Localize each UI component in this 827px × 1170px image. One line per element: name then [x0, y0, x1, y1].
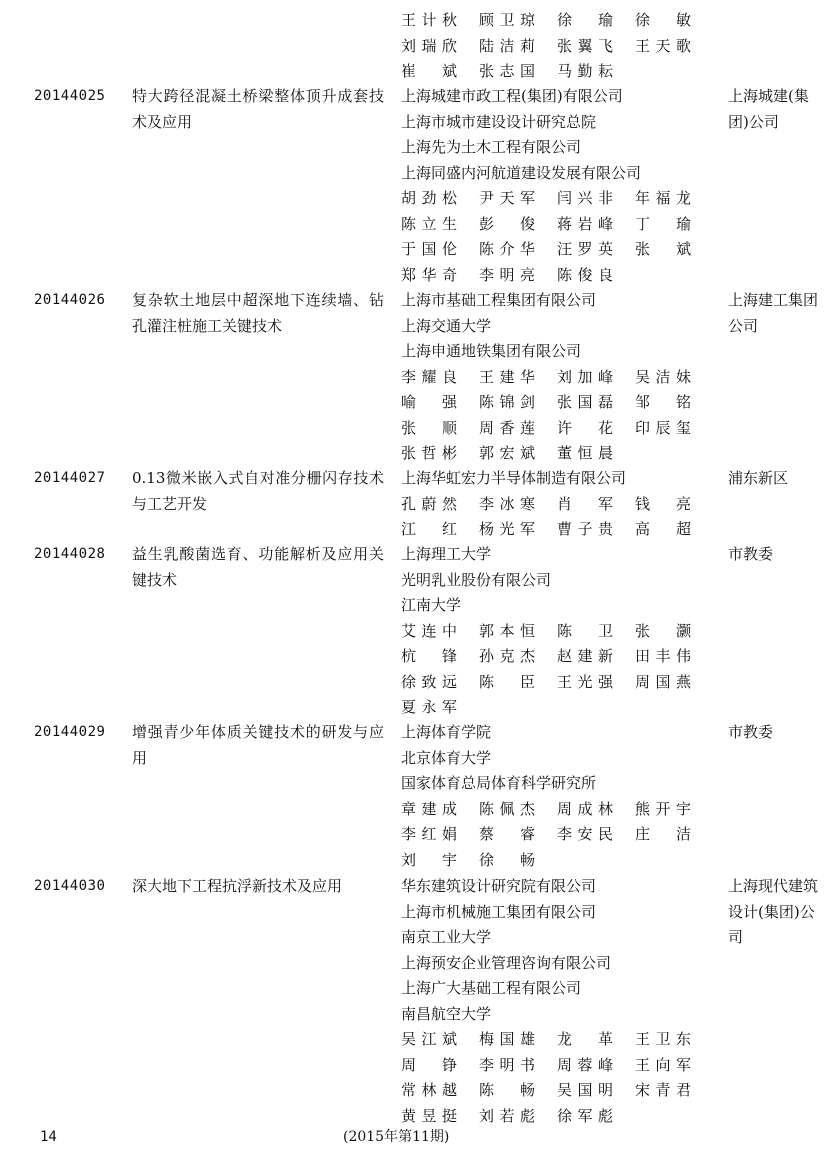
contributor-name: 曹子贵: [557, 520, 613, 538]
contributor-name: 张志国: [479, 62, 535, 80]
contributor-name: 李明亮: [479, 265, 535, 284]
contributor-name: 徐致远: [401, 672, 457, 691]
contributor-name: 陈锦剑: [479, 393, 535, 411]
contributor-name: 吴江斌: [401, 1030, 457, 1048]
contributor-row: [401, 416, 721, 442]
contributor-name: 王建华: [479, 367, 535, 386]
contributor-name: 庄 洁: [635, 825, 691, 843]
project-title: 益生乳酸菌选育、功能解析及应用关键技术: [132, 545, 384, 589]
contributor-name: 陈 卫: [557, 621, 613, 640]
organization-name: 上海理工大学: [401, 545, 492, 563]
contributor-name: 王天歌: [635, 36, 691, 55]
contributor-name: 崔 斌: [401, 62, 457, 80]
contributor-name: 彭 俊: [479, 214, 535, 233]
contributor-name: 王计秋: [401, 11, 457, 29]
organization-name: 上海城建市政工程(集团)有限公司: [401, 87, 623, 105]
contributor-name: 陈俊良: [557, 265, 613, 284]
project-title: 增强青少年体质关键技术的研发与应用: [132, 723, 384, 767]
contributor-name: 郭本恒: [479, 621, 535, 640]
contributor-row: [401, 1053, 721, 1079]
project-title: 特大跨径混凝土桥梁整体顶升成套技术及应用: [132, 87, 384, 131]
contributor-row: [401, 237, 721, 263]
contributor-name: 章建成: [401, 799, 457, 818]
contributor-name: 周 铮: [401, 1055, 457, 1074]
organization-name: 南昌航空大学: [401, 1004, 492, 1023]
contributor-name: 李安民: [557, 825, 613, 843]
record-number: 20144027: [34, 470, 106, 486]
contributor-name: 赵建新: [557, 647, 613, 665]
contributor-name: 宋青君: [635, 1081, 691, 1099]
contributor-name: 年福龙: [635, 189, 691, 207]
contributor-row: [401, 492, 721, 518]
contributor-name: 陈佩杰: [479, 799, 535, 818]
organization-name: 南京工业大学: [401, 928, 492, 946]
contributor-name: 陆洁莉: [479, 36, 535, 55]
contributor-name: 吴国明: [557, 1081, 613, 1099]
organization-name: 上海申通地铁集团有限公司: [401, 342, 582, 360]
contributor-name: 孙克杰: [479, 647, 535, 665]
contributor-row: [401, 822, 721, 848]
contributor-name: 蒋岩峰: [557, 214, 613, 233]
contributor-name: 丁 瑜: [635, 214, 691, 233]
contributor-name: 王卫东: [635, 1030, 691, 1048]
page-number: 14: [40, 1129, 57, 1145]
organization-name: 上海预安企业管理咨询有限公司: [401, 953, 612, 972]
contributor-name: 钱 亮: [635, 494, 691, 513]
organization-name: 上海市城市建设设计研究总院: [401, 112, 597, 131]
organization-name: 上海市基础工程集团有限公司: [401, 291, 597, 309]
organization-name: 上海华虹宏力半导体制造有限公司: [401, 469, 627, 487]
recommending-unit: 市教委: [728, 545, 774, 563]
organization-name: 光明乳业股份有限公司: [401, 570, 552, 589]
project-title: 0.13微米嵌入式自对准分栅闪存技术与工艺开发: [132, 469, 384, 513]
contributor-row: [401, 8, 721, 34]
organizations: [401, 542, 721, 721]
contributor-name: 陈 畅: [479, 1081, 535, 1099]
contributor-name: 徐 敏: [635, 11, 691, 29]
contributor-name: 闫兴非: [557, 189, 613, 207]
contributor-name: 艾连中: [401, 621, 457, 640]
contributor-name: 顾卫琼: [479, 11, 535, 29]
contributor-name: 龙 革: [557, 1030, 613, 1048]
contributor-name: 许 花: [557, 418, 613, 437]
record-number: 20144029: [34, 724, 106, 740]
issue-label: (2015年第11期): [343, 1129, 450, 1145]
contributor-name: 张哲彬: [401, 444, 457, 462]
organizations: [401, 8, 721, 85]
contributor-row: [401, 263, 721, 289]
contributor-name: 江 红: [401, 520, 457, 538]
organization-name: 国家体育总局体育科学研究所: [401, 774, 597, 792]
contributor-row: [401, 848, 721, 874]
contributor-name: 刘 宇: [401, 850, 457, 869]
contributor-row: [401, 186, 721, 212]
contributor-name: 熊开宇: [635, 799, 691, 818]
contributor-name: 周成林: [557, 799, 613, 818]
contributor-row: [401, 797, 721, 823]
contributor-name: 黄昱挺: [401, 1106, 457, 1125]
contributor-name: 杭 锋: [401, 647, 457, 665]
contributor-name: 王光强: [557, 672, 613, 691]
contributor-name: 田丰伟: [635, 647, 691, 665]
organization-name: 上海市机械施工集团有限公司: [401, 902, 597, 921]
contributor-name: 张国磊: [557, 393, 613, 411]
organization-name: 上海交通大学: [401, 316, 492, 335]
contributor-name: 陈立生: [401, 214, 457, 233]
contributor-name: 李耀良: [401, 367, 457, 386]
contributor-name: 李红娟: [401, 825, 457, 843]
record-number: 20144028: [34, 546, 106, 562]
contributor-name: 刘若彪: [479, 1106, 535, 1125]
contributor-name: 张翼飞: [557, 36, 613, 55]
organizations: [401, 720, 721, 873]
organization-name: 上海广大基础工程有限公司: [401, 979, 582, 997]
contributor-row: [401, 1027, 721, 1053]
contributor-row: [401, 644, 721, 670]
contributor-row: [401, 59, 721, 85]
contributor-name: 周香莲: [479, 418, 535, 437]
record-number: 20144025: [34, 88, 106, 104]
contributor-row: [401, 212, 721, 238]
contributor-name: 刘加峰: [557, 367, 613, 386]
organizations: [401, 874, 721, 1129]
organization-name: 上海体育学院: [401, 723, 492, 741]
contributor-name: 陈 臣: [479, 672, 535, 691]
contributor-name: 孔蔚然: [401, 494, 457, 513]
contributor-name: 李冰寒: [479, 494, 535, 513]
contributor-row: [401, 34, 721, 60]
contributor-name: 王向军: [635, 1055, 691, 1074]
organization-name: 华东建筑设计研究院有限公司: [401, 877, 597, 895]
contributor-name: 尹天军: [479, 189, 535, 207]
contributor-name: 胡劲松: [401, 189, 457, 207]
contributor-name: 梅国雄: [479, 1030, 535, 1048]
organization-name: 上海先为土木工程有限公司: [401, 138, 582, 156]
record-number: 20144030: [34, 878, 106, 894]
recommending-unit: 上海现代建筑设计(集团)公司: [728, 877, 819, 946]
contributor-row: [401, 365, 721, 391]
organizations: [401, 466, 721, 543]
contributor-name: 周国燕: [635, 672, 691, 691]
contributor-name: 肖 军: [557, 494, 613, 513]
record-number: 20144026: [34, 292, 106, 308]
contributor-name: 陈介华: [479, 240, 535, 258]
contributor-name: 张 斌: [635, 240, 691, 258]
contributor-row: [401, 619, 721, 645]
contributor-name: 汪罗英: [557, 240, 613, 258]
organization-name: 江南大学: [401, 596, 462, 614]
contributor-row: [401, 517, 721, 543]
contributor-name: 郭宏斌: [479, 444, 535, 462]
contributor-row: [401, 670, 721, 696]
contributor-name: 喻 强: [401, 393, 457, 411]
project-title: 深大地下工程抗浮新技术及应用: [132, 877, 343, 895]
contributor-name: 李明书: [479, 1055, 535, 1074]
contributor-row: [401, 390, 721, 416]
contributor-name: 张 灏: [635, 621, 691, 640]
contributor-name: 马勤耘: [557, 62, 613, 80]
organization-name: 北京体育大学: [401, 748, 492, 767]
contributor-name: 常林越: [401, 1081, 457, 1099]
contributor-name: 徐 畅: [479, 850, 535, 869]
contributor-name: 董恒晨: [557, 444, 613, 462]
contributor-name: 张 顺: [401, 418, 457, 437]
contributor-name: 刘瑞欣: [401, 36, 457, 55]
contributor-name: 吴洁妹: [635, 367, 691, 386]
contributor-name: 徐 瑜: [557, 11, 613, 29]
contributor-row: [401, 1078, 721, 1104]
organizations: [401, 84, 721, 288]
recommending-unit: 市教委: [728, 723, 774, 741]
contributor-name: 杨光军: [479, 520, 535, 538]
organizations: [401, 288, 721, 467]
recommending-unit: 浦东新区: [728, 469, 789, 487]
contributor-name: 徐军彪: [557, 1106, 613, 1125]
recommending-unit: 上海城建(集团)公司: [728, 87, 809, 131]
contributor-name: 郑华奇: [401, 265, 457, 284]
contributor-name: 周蓉峰: [557, 1055, 613, 1074]
contributor-name: 蔡 睿: [479, 825, 535, 843]
recommending-unit: 上海建工集团公司: [728, 291, 819, 335]
contributor-row: [401, 441, 721, 467]
organization-name: 上海同盛内河航道建设发展有限公司: [401, 163, 642, 182]
contributor-row: [401, 1104, 721, 1130]
contributor-name: 高 超: [635, 520, 691, 538]
contributor-name: 夏永军: [401, 698, 457, 716]
contributor-row: [401, 695, 721, 721]
contributor-name: 印辰玺: [635, 418, 691, 437]
project-title: 复杂软土地层中超深地下连续墙、钻孔灌注桩施工关键技术: [132, 291, 384, 335]
contributor-name: 邹 铭: [635, 393, 691, 411]
contributor-name: 于国伦: [401, 240, 457, 258]
